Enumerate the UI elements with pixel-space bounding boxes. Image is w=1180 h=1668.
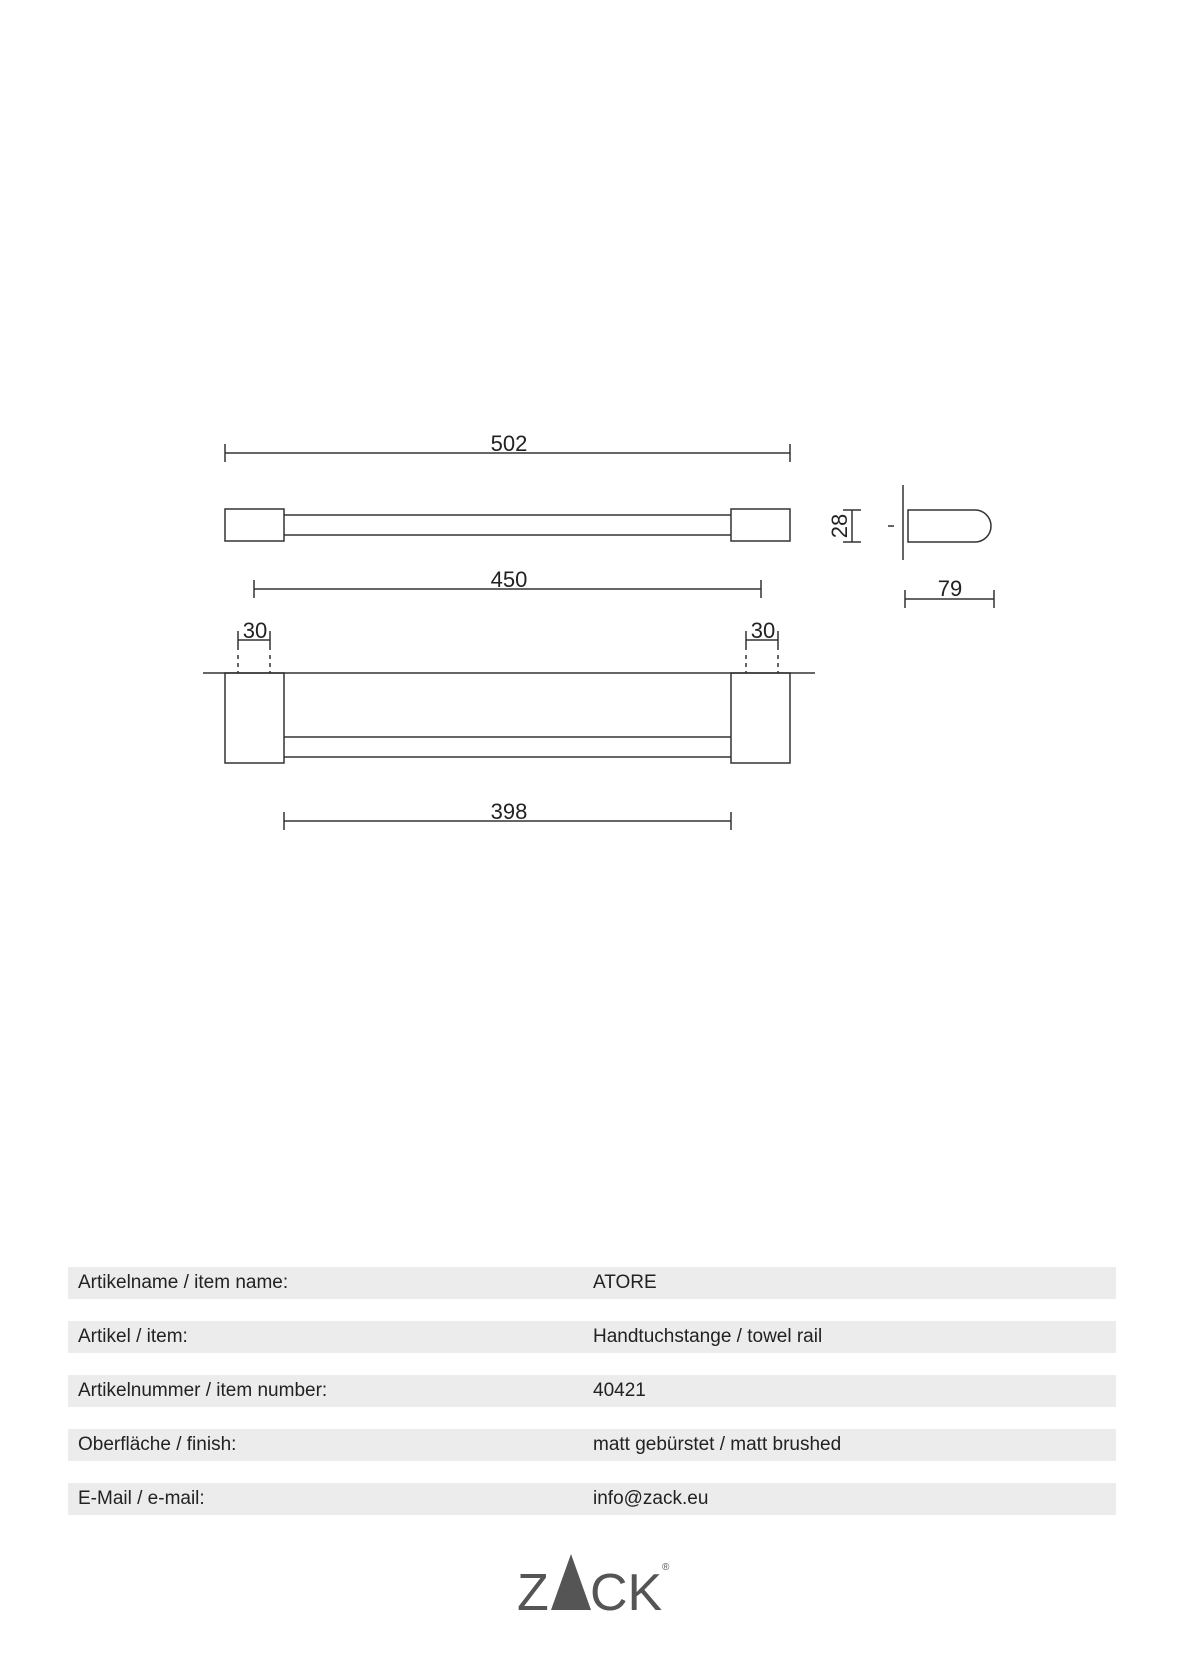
dim-label-30-right: 30: [750, 618, 776, 643]
spec-value: ATORE: [593, 1272, 657, 1293]
dim-label-502: 502: [490, 431, 528, 456]
dim-label-398: 398: [490, 799, 528, 824]
spec-row-email: [68, 1483, 1116, 1515]
logo-letters-ck: CK: [590, 1564, 663, 1618]
spec-table: [68, 1267, 1116, 1537]
dim-label-30-left: 30: [242, 618, 268, 643]
spec-label: Oberfläche / finish:: [78, 1434, 237, 1455]
zack-logo: [515, 1548, 675, 1618]
side-view-bracket: [888, 485, 991, 560]
top-view-rail: [225, 509, 790, 541]
dim-label-28: 28: [827, 513, 852, 539]
spec-value: Handtuchstange / towel rail: [593, 1326, 823, 1347]
spec-value: matt gebürstet / matt brushed: [593, 1434, 842, 1455]
spec-row-finish: [68, 1429, 1116, 1461]
spec-label: E-Mail / e-mail:: [78, 1488, 205, 1509]
dim-label-450: 450: [490, 567, 528, 592]
spec-row-item: [68, 1321, 1116, 1353]
logo-triangle-icon: [551, 1554, 591, 1610]
logo-letter-z: Z: [517, 1564, 549, 1618]
spec-label: Artikelname / item name:: [78, 1272, 289, 1293]
front-view-rail: [225, 673, 790, 763]
spec-value: 40421: [593, 1380, 646, 1401]
spec-row-item-number: [68, 1375, 1116, 1407]
spec-value: info@zack.eu: [593, 1488, 709, 1509]
spec-label: Artikel / item:: [78, 1326, 188, 1347]
spec-row-item-name: [68, 1267, 1116, 1299]
spec-label: Artikelnummer / item number:: [78, 1380, 328, 1401]
dim-label-79: 79: [937, 576, 963, 601]
logo-registered: ®: [662, 1562, 670, 1573]
